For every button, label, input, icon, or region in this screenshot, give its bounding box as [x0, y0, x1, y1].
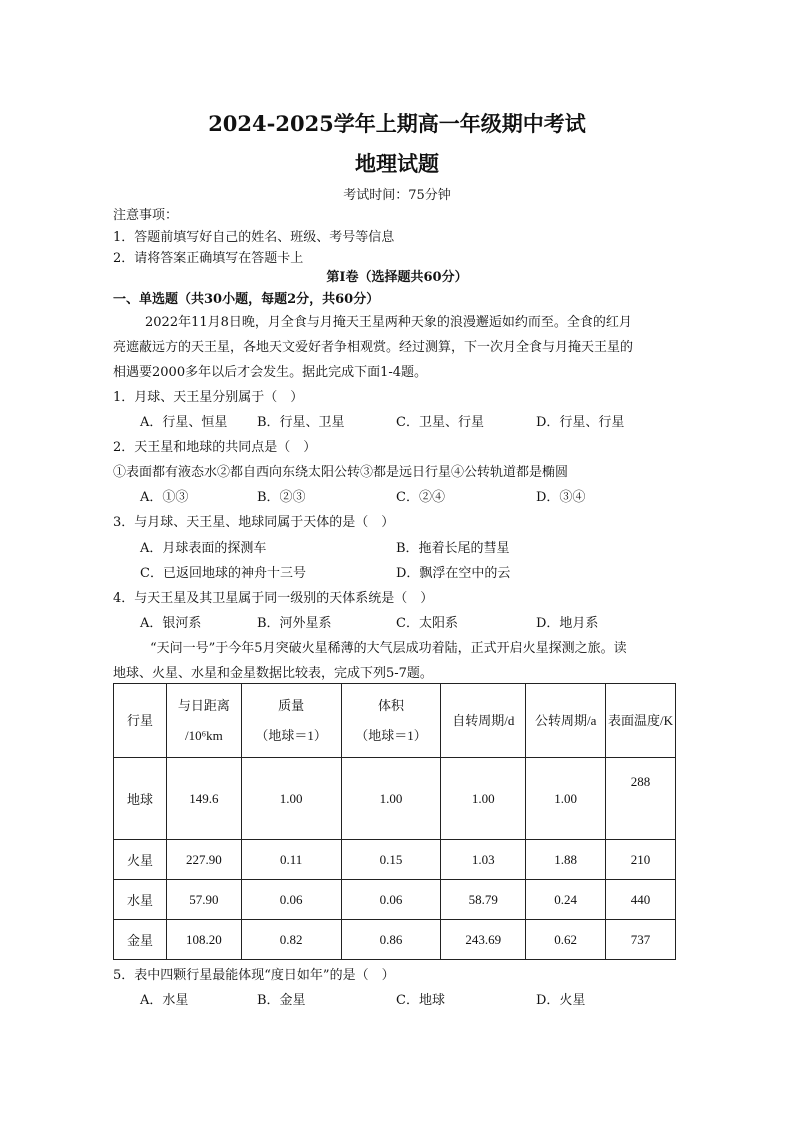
table-cell: 地球	[114, 758, 167, 840]
notice-item: 2．请将答案正确填写在答题卡上	[113, 251, 304, 266]
table-cell: 0.62	[526, 920, 606, 960]
question-stem: 4．与天王星及其卫星属于同一级别的天体系统是（ ）	[113, 591, 434, 606]
header-cell: 表面温度/K	[606, 684, 676, 758]
table-cell: 108.20	[166, 920, 241, 960]
passage-line: 亮遮蔽远方的天王星，各地天文爱好者争相观赏。经过测算，下一次月全食与月掩天王星的	[113, 340, 634, 355]
table-cell: 0.24	[526, 880, 606, 920]
question-stem: 3．与月球、天王星、地球同属于天体的是（ ）	[113, 515, 395, 530]
table-row	[114, 840, 676, 880]
passage-line: 2022年11月8日晚，月全食与月掩天王星两种天象的浪漫邂逅如约而至。全食的红月	[145, 315, 632, 330]
option: B．②③	[257, 490, 306, 505]
table-cell: 1.00	[441, 758, 526, 840]
table-cell: 火星	[114, 840, 167, 880]
option: C．卫星、行星	[396, 415, 484, 430]
table-header-row	[114, 684, 676, 758]
passage-line: “天问一号”于今年5月突破火星稀薄的大气层成功着陆，正式开启火星探测之旅。读	[150, 641, 627, 656]
part1-title: 第Ⅰ卷（选择题共60分）	[326, 270, 468, 285]
option: B．行星、卫星	[257, 415, 345, 430]
notice-item: 1．答题前填写好自己的姓名、班级、考号等信息	[113, 230, 395, 245]
table-cell: 737	[606, 920, 676, 960]
table-cell: 0.15	[341, 840, 441, 880]
header-cell: 与日距离 /10⁶km	[166, 684, 241, 758]
question-stem: 2．天王星和地球的共同点是（ ）	[113, 440, 317, 455]
exam-title: 2024-2025学年上期高一年级期中考试	[208, 111, 586, 136]
table-cell: 1.88	[526, 840, 606, 880]
option: C．已返回地球的神舟十三号	[140, 566, 306, 581]
table-cell: 58.79	[441, 880, 526, 920]
table-cell: 水星	[114, 880, 167, 920]
table-cell: 149.6	[166, 758, 241, 840]
question-note: ①表面都有液态水②都自西向东绕太阳公转③都是远日行星④公转轨道都是椭圆	[113, 465, 569, 480]
question-stem: 1．月球、天王星分别属于（ ）	[113, 390, 304, 405]
table-cell: 243.69	[441, 920, 526, 960]
question-stem: 5．表中四颗行星最能体现“度日如年”的是（ ）	[113, 968, 395, 983]
passage-line: 地球、火星、水星和金星数据比较表，完成下列5-7题。	[113, 666, 433, 681]
option: B．金星	[257, 993, 306, 1008]
table-cell: 440	[606, 880, 676, 920]
header-cell: 自转周期/d	[441, 684, 526, 758]
table-cell: 1.00	[241, 758, 341, 840]
passage-line: 相遇要2000多年以后才会发生。据此完成下面1-4题。	[113, 365, 428, 380]
table-cell: 288	[606, 758, 676, 840]
option: A．①③	[140, 490, 189, 505]
table-cell: 1.00	[526, 758, 606, 840]
table-cell: 0.06	[341, 880, 441, 920]
section-title: 一、单选题（共30小题，每题2分，共60分）	[113, 292, 380, 307]
header-cell: 质量 （地球＝1）	[241, 684, 341, 758]
table-cell: 1.03	[441, 840, 526, 880]
subject-title: 地理试题	[355, 151, 439, 176]
table-cell: 227.90	[166, 840, 241, 880]
option: B．河外星系	[257, 616, 332, 631]
option: C．太阳系	[396, 616, 458, 631]
table-row	[114, 880, 676, 920]
header-cell: 公转周期/a	[526, 684, 606, 758]
table-cell: 57.90	[166, 880, 241, 920]
table-cell: 210	[606, 840, 676, 880]
header-cell: 行星	[114, 684, 167, 758]
option: C．地球	[396, 993, 445, 1008]
table-row	[114, 758, 676, 840]
option: A．月球表面的探测车	[140, 541, 267, 556]
option: A．行星、恒星	[140, 415, 228, 430]
option: A．水星	[140, 993, 189, 1008]
option: B．拖着长尾的彗星	[396, 541, 510, 556]
header-cell: 体积 （地球＝1）	[341, 684, 441, 758]
table-cell: 金星	[114, 920, 167, 960]
option: C．②④	[396, 490, 445, 505]
table-cell: 0.86	[341, 920, 441, 960]
table-cell: 0.82	[241, 920, 341, 960]
table-cell: 1.00	[341, 758, 441, 840]
table-cell: 0.11	[241, 840, 341, 880]
option: D．火星	[536, 993, 586, 1008]
planet-data-table	[113, 683, 676, 960]
option: D．飘浮在空中的云	[396, 566, 511, 581]
notice-heading: 注意事项：	[113, 208, 179, 223]
option: A．银河系	[140, 616, 202, 631]
option: D．行星、行星	[536, 415, 625, 430]
option: D．地月系	[536, 616, 599, 631]
exam-time: 考试时间：75分钟	[343, 188, 451, 203]
table-cell: 0.06	[241, 880, 341, 920]
table-row	[114, 920, 676, 960]
option: D．③④	[536, 490, 586, 505]
